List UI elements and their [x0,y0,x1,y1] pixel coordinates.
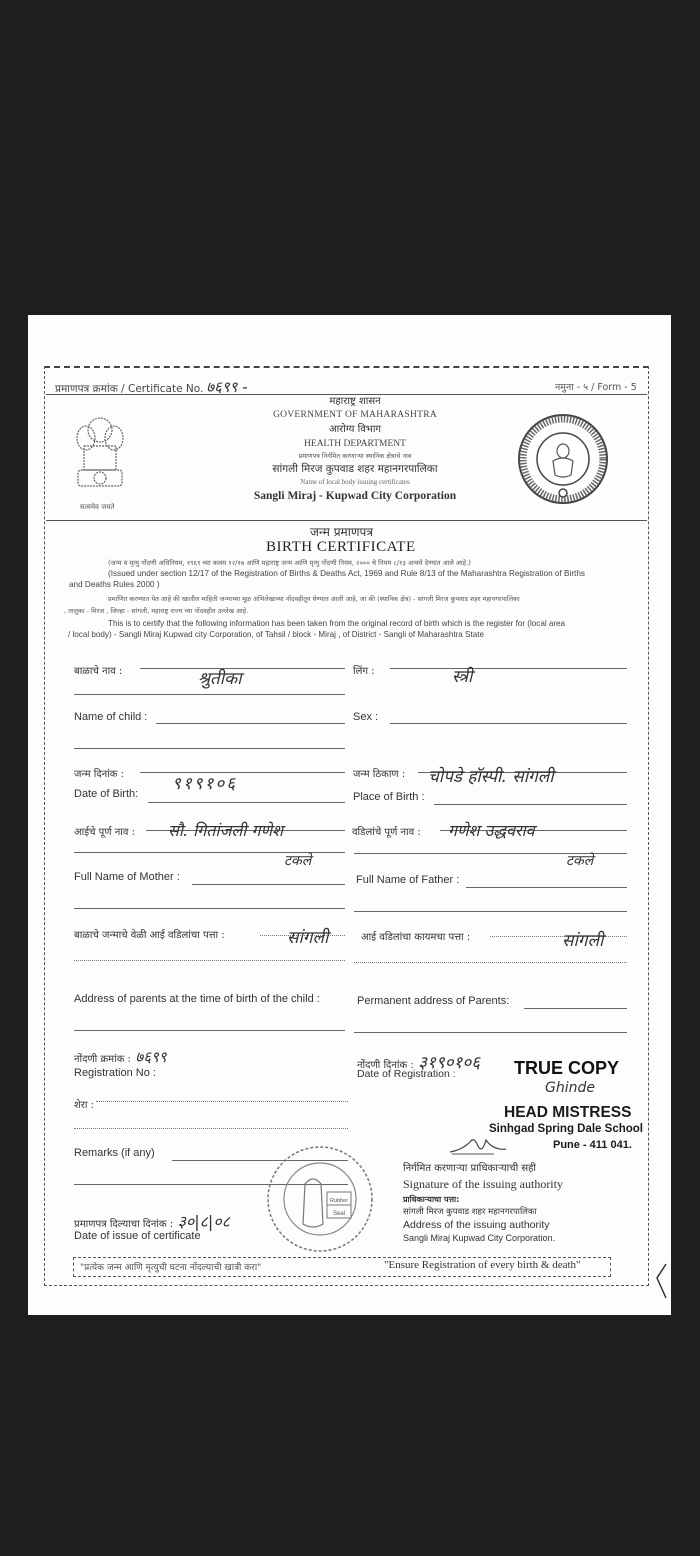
school-city: Pune - 411 041. [553,1139,632,1151]
mother-label-en: Full Name of Mother : [74,871,180,883]
authority-address-label-mr: प्राधिकाऱ्याचा पत्ता: [403,1195,460,1204]
child-name-label-mr: बाळाचे नाव : [74,666,123,677]
corporation-name-en: Sangli Miraj - Kupwad City Corporation [253,490,457,502]
pob-value: चोपडे हॉस्पी. सांगली [428,767,554,787]
authority-address-en: Sangli Miraj Kupwad City Corporation. [403,1233,556,1243]
child-name-value: श्रुतीका [198,669,242,689]
father-label-en: Full Name of Father : [356,874,460,886]
issue-date-value: ३०|८|०८ [177,1212,230,1231]
form-number: नमुना - ५ / Form - 5 [555,382,637,393]
certificate-number-label: प्रमाणपत्र क्रमांक / Certificate No. [55,383,204,395]
mother-value-line2: टकले [284,853,312,869]
certificate-number-value: ७६९९ - [206,378,248,396]
certify-text-mr-2: , तालुका - मिरज , जिल्हा - सांगली, महाराष्ट्र राज्य च्या नोंदवहीत उल्लेख आहे. [64,607,249,615]
registration-number-label-mr: नोंदणी क्रमांक : [74,1054,131,1065]
act-text-en-1: (Issued under section 12/17 of the Registration of Births & Deaths Act, 1969 and Rule 8/13 of the Maharashtra Registration of Births [108,569,585,578]
remarks-label-mr: शेरा : [74,1100,95,1111]
local-body-label-mr: प्रमाणपत्र निर्गमित करणाऱ्या स्थानिक क्षेत्राचे नाव [298,452,412,460]
permanent-address-value: सांगली [562,931,604,951]
school-name: Sinhgad Spring Dale School [489,1123,643,1135]
dob-value: ९१९१०६ [172,774,238,794]
act-text-en-2: and Deaths Rules 2000 ) [69,580,160,589]
birth-address-label-en: Address of parents at the time of birth of the child : [74,993,320,1005]
dept-name-en: HEALTH DEPARTMENT [304,439,406,449]
birth-address-line-3 [74,1030,345,1031]
page-edge-mark-icon [654,1262,668,1302]
true-copy-signature: Ghinde [545,1080,595,1096]
corporation-seal-icon [517,413,609,505]
dob-label-en: Date of Birth: [74,788,139,800]
father-value-line2: टकले [566,853,594,869]
issue-date-label-en: Date of issue of certificate [74,1230,201,1242]
sex-line [390,668,627,669]
mother-value-line1: सौ. गितांजली गणेश [168,821,283,840]
dob-line-2 [148,802,345,803]
certify-text-mr-1: प्रमाणित करण्यात येत आहे की खालील माहिती जन्माच्या मूळ अभिलेखाच्या नोंदवहीतून घेण्यात आली आहे, जा की (स्थानिक क्षेत्र) - सांगली मिरज कुपवाड शहर महानगरपालिका [108,595,520,603]
sex-label-en: Sex : [353,711,379,723]
authority-address-label-en: Address of the issuing authority [403,1219,550,1231]
remarks-line-2 [74,1128,348,1129]
sex-label-mr: लिंग : [353,666,375,677]
title-mr: जन्म प्रमाणपत्र [310,525,373,539]
stamp-word-2: Seal [333,1211,346,1217]
child-name-line-2 [74,694,345,695]
authority-signature-label-mr: निर्गमित करणाऱ्या प्राधिकाऱ्याची सही [403,1163,537,1174]
permanent-address-line-2 [354,962,627,963]
stamp-word-1: Rubber [330,1198,349,1204]
registration-date-value: ३१९०१०६ [418,1053,481,1073]
mother-line-4 [74,908,345,909]
authority-signature-icon [448,1132,508,1158]
father-line-3 [466,887,627,888]
child-name-label-en: Name of child : [74,711,148,723]
mother-line-3 [192,884,345,885]
issue-date-row [74,1210,230,1232]
permanent-address-line [490,936,627,937]
child-name-line-4 [74,748,345,749]
pob-line-2 [434,804,627,805]
local-body-label-en: Name of local body issuing certificates [300,478,410,486]
slogan-mr: "प्रत्येक जन्म आणि मृत्युची घटना नोंदल्याची खात्री करा" [80,1263,262,1273]
certify-text-en-2: / local body) - Sangli Miraj Kupwad city Corporation, of Tahsil / block - Miraj , of District - Sangli of Maharashtra State [68,630,484,639]
father-label-mr: वडिलांचे पूर्ण नाव : [352,827,421,838]
dob-label-mr: जन्म दिनांक : [74,769,125,780]
remarks-label-en: Remarks (if any) [74,1147,155,1159]
registration-date-label-mr: नोंदणी दिनांक : [357,1060,414,1071]
head-mistress-title: HEAD MISTRESS [504,1104,632,1121]
registration-number-label-en: Registration No : [74,1067,156,1079]
permanent-address-label-mr: आई वडिलांचा कायमचा पत्ता : [361,932,471,943]
birth-address-line-2 [74,960,345,961]
permanent-address-line-3 [524,1008,627,1009]
slogan-en: "Ensure Registration of every birth & death" [384,1259,581,1271]
registration-number-row [74,1047,167,1067]
emblem-caption: सत्यमेव जयते [80,503,115,511]
permanent-address-label-en: Permanent address of Parents: [357,995,510,1007]
sex-value: स्त्री [452,667,473,687]
sex-line-2 [390,723,627,724]
pob-label-en: Place of Birth : [353,791,425,803]
remarks-line-1 [96,1101,348,1102]
dept-name-mr: आरोग्य विभाग [328,424,382,435]
act-text-mr: (जन्म व मृत्यु नोंदणी अधिनियम, १९६९ च्या कलम १२/१७ आणि महाराष्ट्र जन्म आणि मृत्यु नोंदणी नियम, २००० चे नियम ८/१३ अन्वये देण्यात आले आहे.) [108,559,471,567]
father-value-line1: गणेश उद्धवराव [448,821,535,840]
header-bottom-divider [46,520,647,521]
father-line-4 [354,911,627,912]
registration-date-label-en: Date of Registration : [357,1068,456,1080]
office-stamp-icon [265,1144,375,1254]
child-name-line [140,668,345,669]
corporation-name-mr: सांगली मिरज कुपवाड शहर महानगरपालिका [272,463,438,475]
header-block [230,395,480,504]
ashoka-emblem-icon [72,410,128,498]
dob-line [140,772,345,773]
mother-label-mr: आईचे पूर्ण नाव : [74,827,135,838]
issue-date-label-mr: प्रमाणपत्र दिल्याचा दिनांक : [74,1219,174,1230]
child-name-line-3 [156,723,345,724]
permanent-address-line-4 [354,1032,627,1033]
birth-address-label-mr: बाळाचे जन्माचे वेळी आई वडिलांचा पत्ता : [74,930,225,941]
govt-name-mr: महाराष्ट्र शासन [329,396,381,407]
registration-number-value: ७६९९ [135,1048,167,1066]
title-en: BIRTH CERTIFICATE [266,539,416,555]
authority-signature-label-en: Signature of the issuing authority [403,1177,563,1191]
birth-address-value: सांगली [287,928,329,948]
govt-name-en: GOVERNMENT OF MAHARASHTRA [272,410,438,420]
authority-address-mr: सांगली मिरज कुपवाड शहर महानगरपालिका [403,1207,537,1217]
certify-text-en-1: This is to certify that the following information has been taken from the original record of birth which is the register for (local area [108,619,566,628]
true-copy-heading: TRUE COPY [514,1058,620,1078]
pob-label-mr: जन्म ठिकाण : [353,769,406,780]
